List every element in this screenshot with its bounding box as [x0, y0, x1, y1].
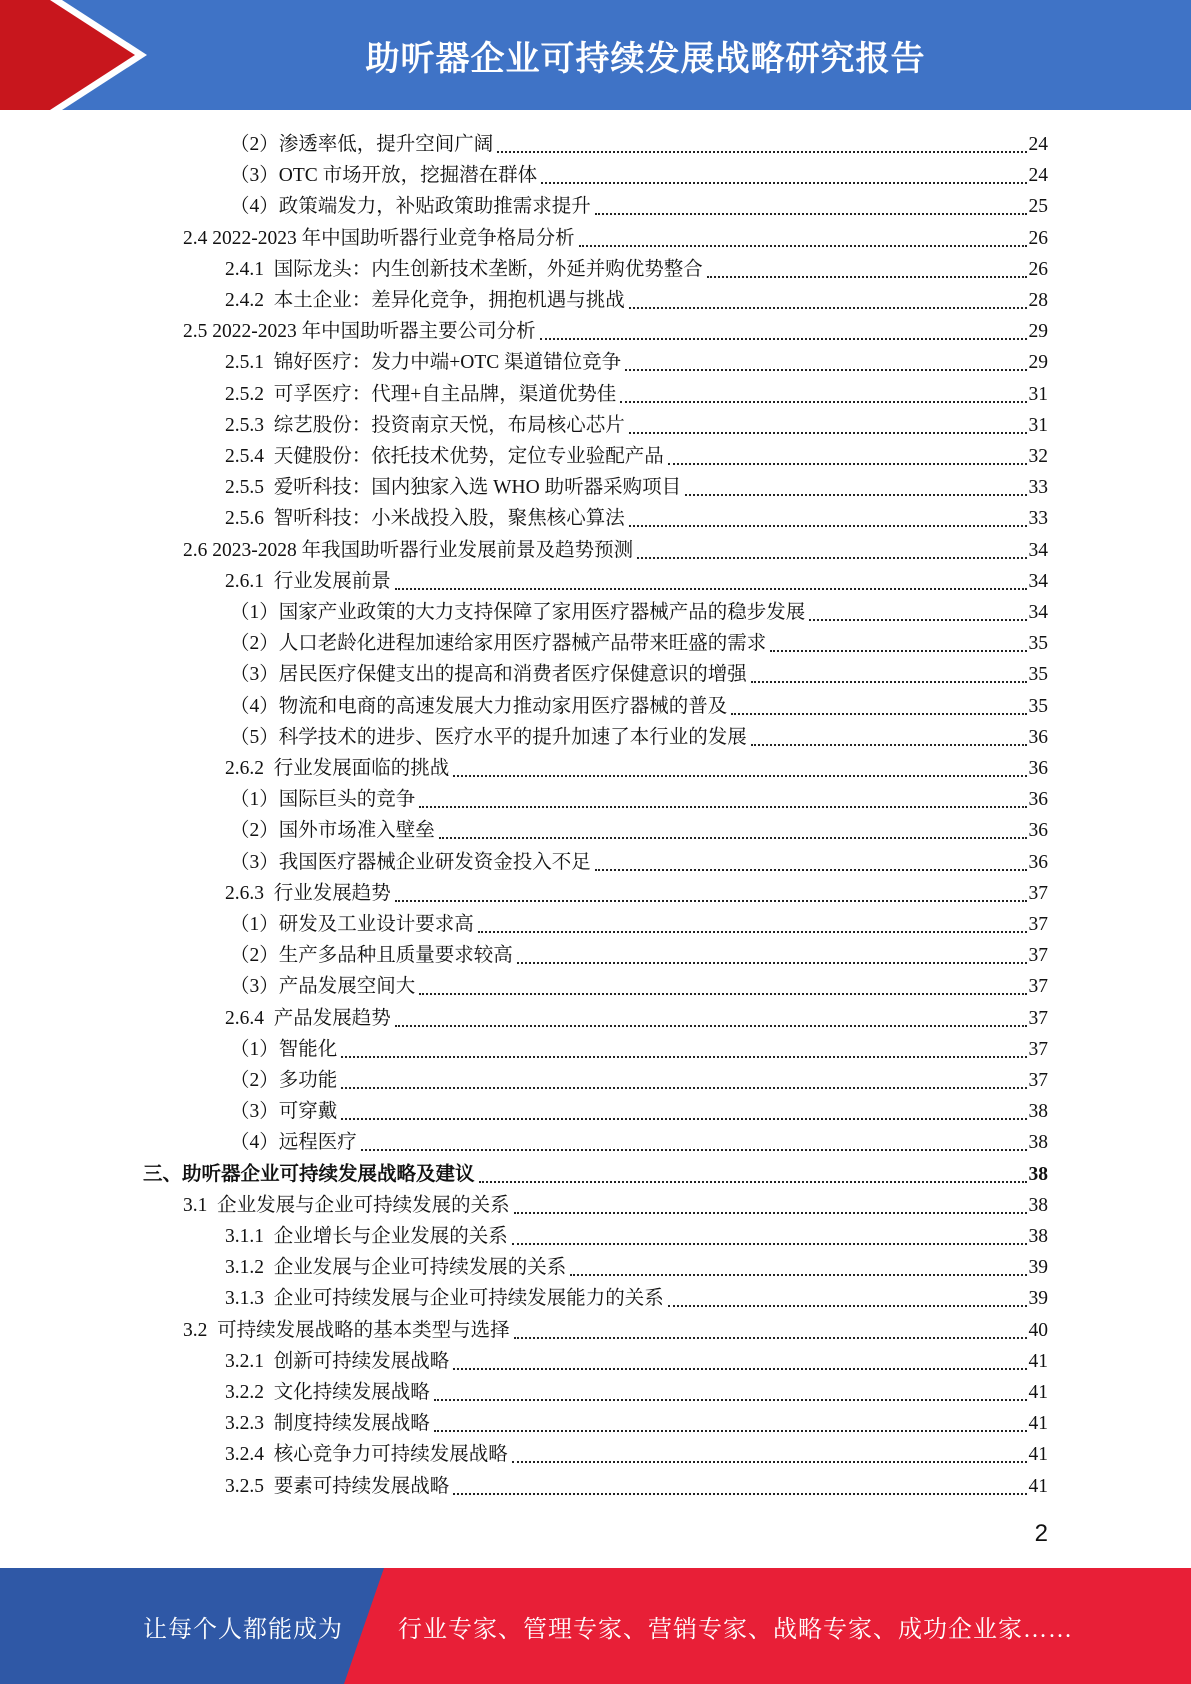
toc-entry[interactable]: [230, 689, 1048, 719]
toc-entry[interactable]: [230, 657, 1048, 687]
toc-entry-page: 41: [1028, 1444, 1048, 1466]
toc-dot-leader: [707, 270, 1027, 278]
toc-entry-page: 40: [1028, 1319, 1048, 1341]
toc-dot-leader: [453, 1487, 1026, 1495]
toc-dot-leader: [478, 925, 1027, 933]
toc-entry[interactable]: [230, 626, 1048, 656]
toc-entry-label: 2.6 2023-2028 年我国助听器行业发展前景及趋势预测: [183, 539, 634, 561]
toc-entry-page: 26: [1028, 258, 1048, 280]
toc-dot-leader: [341, 1112, 1026, 1120]
toc-dot-leader: [419, 987, 1026, 995]
toc-entry-page: 37: [1028, 882, 1048, 904]
toc-entry-label: （2）人口老龄化进程加速给家用医疗器械产品带来旺盛的需求: [230, 633, 767, 655]
toc-entry-page: 24: [1028, 134, 1048, 155]
toc-dot-leader: [512, 1237, 1027, 1245]
toc-entry-page: 37: [1028, 1038, 1048, 1060]
toc-entry[interactable]: [230, 1032, 1048, 1062]
toc-entry-label: 3.1 企业发展与企业可持续发展的关系: [183, 1194, 510, 1216]
toc-dot-leader: [570, 1268, 1026, 1276]
toc-entry-page: 38: [1028, 1132, 1048, 1154]
toc-entry-page: 33: [1028, 508, 1048, 530]
toc-dot-leader: [668, 1299, 1027, 1307]
toc-dot-leader: [668, 457, 1027, 465]
page-footer: [0, 1568, 1191, 1684]
toc-dot-leader: [434, 1424, 1027, 1432]
toc-dot-leader: [497, 145, 1026, 153]
toc-entry-page: 34: [1028, 570, 1048, 592]
toc-dot-leader: [540, 332, 1027, 340]
toc-dot-leader: [361, 1143, 1027, 1151]
toc-dot-leader: [595, 207, 1027, 215]
toc-entry-label: 3.2.2 文化持续发展战略: [225, 1382, 430, 1403]
toc-entry[interactable]: [230, 595, 1048, 625]
toc-entry-page: 39: [1028, 1288, 1048, 1310]
toc-entry[interactable]: [230, 907, 1048, 937]
toc-dot-leader: [395, 894, 1027, 902]
toc-entry-page: 35: [1028, 695, 1048, 717]
toc-entry-page: 41: [1028, 1350, 1048, 1372]
toc-entry-label: 3.2 可持续发展战略的基本类型与选择: [183, 1319, 510, 1341]
toc-entry[interactable]: [225, 377, 1048, 407]
toc-entry[interactable]: [230, 1094, 1048, 1124]
toc-entry-page: 38: [1028, 1226, 1048, 1247]
toc-entry-label: （3）可穿戴: [230, 1101, 338, 1123]
toc-entry[interactable]: [225, 1406, 1048, 1436]
toc-entry-label: （2）生产多品种且质量要求较高: [230, 945, 513, 967]
toc-entry[interactable]: [230, 720, 1048, 750]
toc-dot-leader: [595, 863, 1027, 871]
toc-dot-leader: [629, 301, 1027, 309]
toc-entry[interactable]: [230, 1125, 1048, 1155]
toc-entry[interactable]: [225, 1001, 1048, 1031]
toc-entry-page: 31: [1028, 383, 1048, 405]
toc-entry-label: （5）科学技术的进步、医疗水平的提升加速了本行业的发展: [230, 726, 747, 748]
toc-dot-leader: [620, 395, 1026, 403]
toc-entry[interactable]: [183, 221, 1048, 251]
header-arrow-icon: [0, 0, 160, 110]
toc-entry-page: 36: [1028, 851, 1048, 873]
toc-entry-label: （3）OTC 市场开放，挖掘潜在群体: [230, 165, 538, 187]
toc-entry[interactable]: [230, 969, 1048, 999]
toc-entry-label: （1）智能化: [230, 1038, 338, 1060]
toc-entry[interactable]: [225, 439, 1048, 469]
toc-entry-label: 2.6.1 行业发展前景: [225, 570, 391, 592]
toc-dot-leader: [629, 519, 1027, 527]
toc-entry-page: 37: [1028, 914, 1048, 935]
toc-entry-page: 41: [1028, 1382, 1048, 1403]
toc-entry[interactable]: [183, 1188, 1048, 1218]
toc-entry-label: 2.6.2 行业发展面临的挑战: [225, 758, 450, 779]
toc-entry-page: 41: [1028, 1413, 1048, 1435]
toc-entry-page: 26: [1028, 227, 1048, 249]
toc-entry-label: 2.4.2 本土企业：差异化竞争，拥抱机遇与挑战: [225, 290, 625, 311]
toc-entry[interactable]: [225, 1375, 1048, 1405]
footer-slogan-right: 行业专家、管理专家、营销专家、战略专家、成功企业家……: [398, 1616, 1073, 1643]
toc-entry-page: 41: [1028, 1475, 1048, 1497]
toc-entry-label: 3.2.4 核心竞争力可持续发展战略: [225, 1444, 508, 1466]
toc-entry[interactable]: [225, 876, 1048, 906]
toc-entry-label: （4）政策端发力，补贴政策助推需求提升: [230, 196, 591, 218]
toc-entry[interactable]: [225, 751, 1048, 781]
toc-entry-label: 2.6.3 行业发展趋势: [225, 882, 391, 904]
toc-entry-label: （1）国家产业政策的大力支持保障了家用医疗器械产品的稳步发展: [230, 602, 806, 623]
toc-entry-page: 38: [1028, 1194, 1048, 1216]
toc-entry-label: 2.4.1 国际龙头：内生创新技术垄断，外延并购优势整合: [225, 258, 703, 280]
toc-entry-label: 3.2.3 制度持续发展战略: [225, 1413, 430, 1435]
toc-dot-leader: [809, 613, 1026, 621]
toc-entry[interactable]: [183, 533, 1048, 563]
toc-dot-leader: [453, 1362, 1026, 1370]
toc-dot-leader: [419, 800, 1026, 808]
toc-dot-leader: [453, 769, 1026, 777]
toc-entry-page: 37: [1028, 1070, 1048, 1091]
toc-dot-leader: [395, 1019, 1027, 1027]
toc-entry[interactable]: [225, 1281, 1048, 1311]
toc-entry-page: 36: [1028, 789, 1048, 811]
toc-entry[interactable]: [225, 564, 1048, 594]
toc-entry-page: 37: [1028, 1007, 1048, 1029]
toc-dot-leader: [625, 363, 1026, 371]
toc-entry-label: 2.4 2022-2023 年中国助听器行业竞争格局分析: [183, 227, 575, 249]
toc-dot-leader: [395, 582, 1027, 590]
toc-dot-leader: [341, 1050, 1026, 1058]
toc-entry-label: （1）国际巨头的竞争: [230, 789, 416, 811]
toc-entry-label: （3）产品发展空间大: [230, 976, 416, 998]
toc-entry-page: 28: [1028, 290, 1048, 311]
toc-dot-leader: [685, 488, 1026, 496]
toc-entry-page: 33: [1028, 477, 1048, 499]
toc-entry-page: 36: [1028, 726, 1048, 748]
toc-entry-page: 25: [1028, 196, 1048, 218]
toc-entry[interactable]: [230, 189, 1048, 219]
toc-entry-label: 2.5.5 爱听科技：国内独家入选 WHO 助听器采购项目: [225, 477, 682, 499]
toc-entry[interactable]: [230, 813, 1048, 843]
toc-entry[interactable]: [225, 1437, 1048, 1467]
toc-entry[interactable]: [230, 158, 1048, 188]
toc-entry-label: （3）我国医疗器械企业研发资金投入不足: [230, 851, 591, 873]
toc-dot-leader: [512, 1455, 1027, 1463]
toc-entry-label: 3.1.1 企业增长与企业发展的关系: [225, 1226, 508, 1247]
toc-entry-label: 2.5.2 可孚医疗：代理+自主品牌，渠道优势佳: [225, 383, 617, 405]
toc-entry-label: 3.1.3 企业可持续发展与企业可持续发展能力的关系: [225, 1288, 664, 1310]
toc-entry-page: 31: [1028, 414, 1048, 436]
toc-entry-label: 3.2.5 要素可持续发展战略: [225, 1475, 450, 1497]
page-header: [0, 0, 1191, 110]
toc-entry-page: 34: [1028, 602, 1048, 623]
toc-dot-leader: [434, 1393, 1027, 1401]
toc-entry-page: 38: [1028, 1163, 1048, 1185]
toc-entry[interactable]: [225, 1219, 1048, 1249]
toc-entry-label: 3.1.2 企业发展与企业可持续发展的关系: [225, 1257, 567, 1279]
toc-dot-leader: [439, 831, 1027, 839]
toc-entry-page: 35: [1028, 664, 1048, 686]
toc-entry-label: （3）居民医疗保健支出的提高和消费者医疗保健意识的增强: [230, 664, 747, 686]
toc-entry-label: （2）多功能: [230, 1070, 338, 1091]
toc-entry[interactable]: [225, 1250, 1048, 1280]
toc-entry[interactable]: [183, 1313, 1048, 1343]
toc-dot-leader: [514, 1206, 1027, 1214]
toc-entry[interactable]: [225, 283, 1048, 313]
toc-entry[interactable]: [183, 314, 1048, 344]
toc-entry[interactable]: [225, 345, 1048, 375]
toc-dot-leader: [541, 176, 1026, 184]
toc-dot-leader: [731, 707, 1026, 715]
toc-entry[interactable]: [230, 782, 1048, 812]
toc-entry-label: 3.2.1 创新可持续发展战略: [225, 1350, 450, 1372]
toc-dot-leader: [514, 1331, 1027, 1339]
toc-dot-leader: [751, 675, 1027, 683]
toc-entry-label: （2）渗透率低，提升空间广阔: [230, 134, 494, 155]
toc-entry[interactable]: [230, 127, 1048, 157]
toc-entry-label: 2.5.1 锦好医疗：发力中端+OTC 渠道错位竞争: [225, 352, 622, 374]
toc-entry[interactable]: [230, 1063, 1048, 1093]
toc-entry[interactable]: [225, 408, 1048, 438]
toc-entry-page: 34: [1028, 539, 1048, 561]
toc-entry-label: 2.5.3 综艺股份：投资南京天悦，布局核心芯片: [225, 414, 625, 436]
toc-dot-leader: [517, 956, 1027, 964]
toc-entry[interactable]: [230, 938, 1048, 968]
toc-entry-page: 29: [1028, 321, 1048, 343]
page-number: 2: [1034, 1520, 1048, 1547]
toc-entry-page: 36: [1028, 820, 1048, 842]
toc-entry-label: 2.5.6 智听科技：小米战投入股，聚焦核心算法: [225, 508, 625, 530]
toc-entry[interactable]: [225, 1469, 1048, 1499]
toc-dot-leader: [770, 644, 1026, 652]
toc-dot-leader: [751, 738, 1027, 746]
toc-entry-label: （4）远程医疗: [230, 1132, 357, 1154]
toc-entry-page: 29: [1028, 352, 1048, 374]
toc-entry-label: 2.6.4 产品发展趋势: [225, 1007, 391, 1029]
toc-entry[interactable]: [225, 501, 1048, 531]
toc-dot-leader: [579, 239, 1027, 247]
toc-entry[interactable]: [230, 845, 1048, 875]
toc-entry[interactable]: [225, 470, 1048, 500]
toc-entry-page: 39: [1028, 1257, 1048, 1279]
toc-entry-page: 32: [1028, 446, 1048, 467]
toc-entry-label: （4）物流和电商的高速发展大力推动家用医疗器械的普及: [230, 695, 728, 717]
footer-slogan-left: 让每个人都能成为: [143, 1616, 343, 1643]
toc-entry[interactable]: [225, 252, 1048, 282]
toc-entry-page: 36: [1028, 758, 1048, 779]
toc-entry[interactable]: [143, 1157, 1048, 1187]
toc-dot-leader: [479, 1175, 1027, 1183]
toc-dot-leader: [629, 426, 1027, 434]
toc-entry-page: 38: [1028, 1101, 1048, 1123]
toc-entry-page: 24: [1028, 165, 1048, 187]
toc-entry-page: 35: [1028, 633, 1048, 655]
toc-entry-label: 2.5.4 天健股份：依托技术优势，定位专业验配产品: [225, 446, 664, 467]
toc-entry-label: （1）研发及工业设计要求高: [230, 914, 474, 935]
toc-entry-label: （2）国外市场准入壁垒: [230, 820, 435, 842]
report-title: 助听器企业可持续发展战略研究报告: [365, 38, 926, 79]
toc-entry-page: 37: [1028, 945, 1048, 967]
toc-dot-leader: [637, 551, 1026, 559]
toc-entry-page: 37: [1028, 976, 1048, 998]
toc-entry-label: 2.5 2022-2023 年中国助听器主要公司分析: [183, 321, 536, 343]
toc-entry-label: 三、助听器企业可持续发展战略及建议: [143, 1163, 475, 1185]
toc-entry[interactable]: [225, 1344, 1048, 1374]
toc-dot-leader: [341, 1081, 1026, 1089]
